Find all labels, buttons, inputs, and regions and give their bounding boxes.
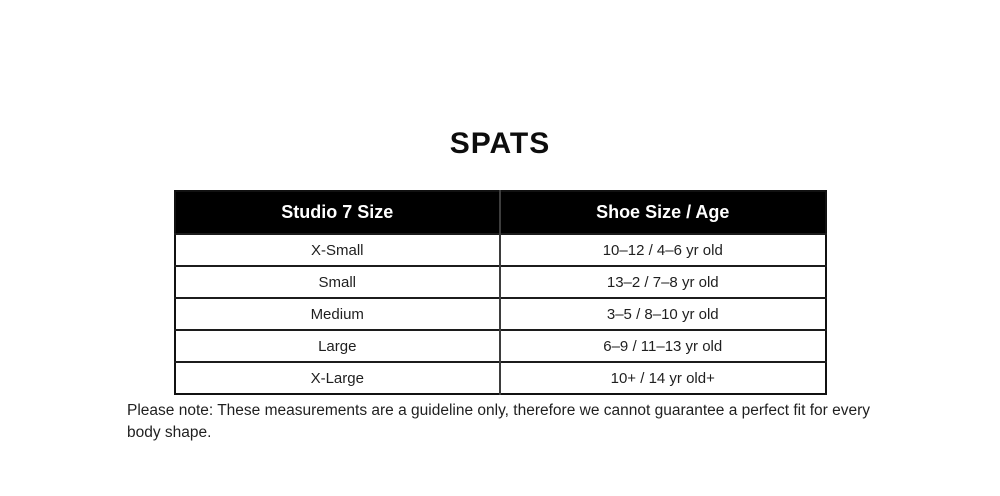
shoe-size-age-cell: 3–5 / 8–10 yr old [500, 298, 826, 330]
disclaimer-note: Please note: These measurements are a guideline only, therefore we cannot guarantee a perfect fit for every body shape. [127, 402, 871, 441]
table-header-row [175, 191, 826, 234]
page-title: SPATS [449, 127, 551, 160]
table-row [175, 298, 826, 330]
size-cell: Small [175, 266, 501, 298]
table-row [175, 330, 826, 362]
size-cell: Large [175, 330, 501, 362]
shoe-size-age-cell: 6–9 / 11–13 yr old [500, 330, 826, 362]
shoe-size-age-cell: 13–2 / 7–8 yr old [500, 266, 826, 298]
size-cell: X-Large [175, 362, 501, 394]
size-cell: X-Small [175, 234, 501, 266]
size-cell: Medium [175, 298, 501, 330]
table-row [175, 266, 826, 298]
table-row [175, 362, 826, 394]
shoe-size-age-cell: 10–12 / 4–6 yr old [500, 234, 826, 266]
header-studio-7-size: Studio 7 Size [175, 191, 501, 234]
shoe-size-age-cell: 10+ / 14 yr old+ [500, 362, 826, 394]
size-chart-table [174, 190, 827, 395]
header-shoe-size-age: Shoe Size / Age [500, 191, 826, 234]
table-row [175, 234, 826, 266]
